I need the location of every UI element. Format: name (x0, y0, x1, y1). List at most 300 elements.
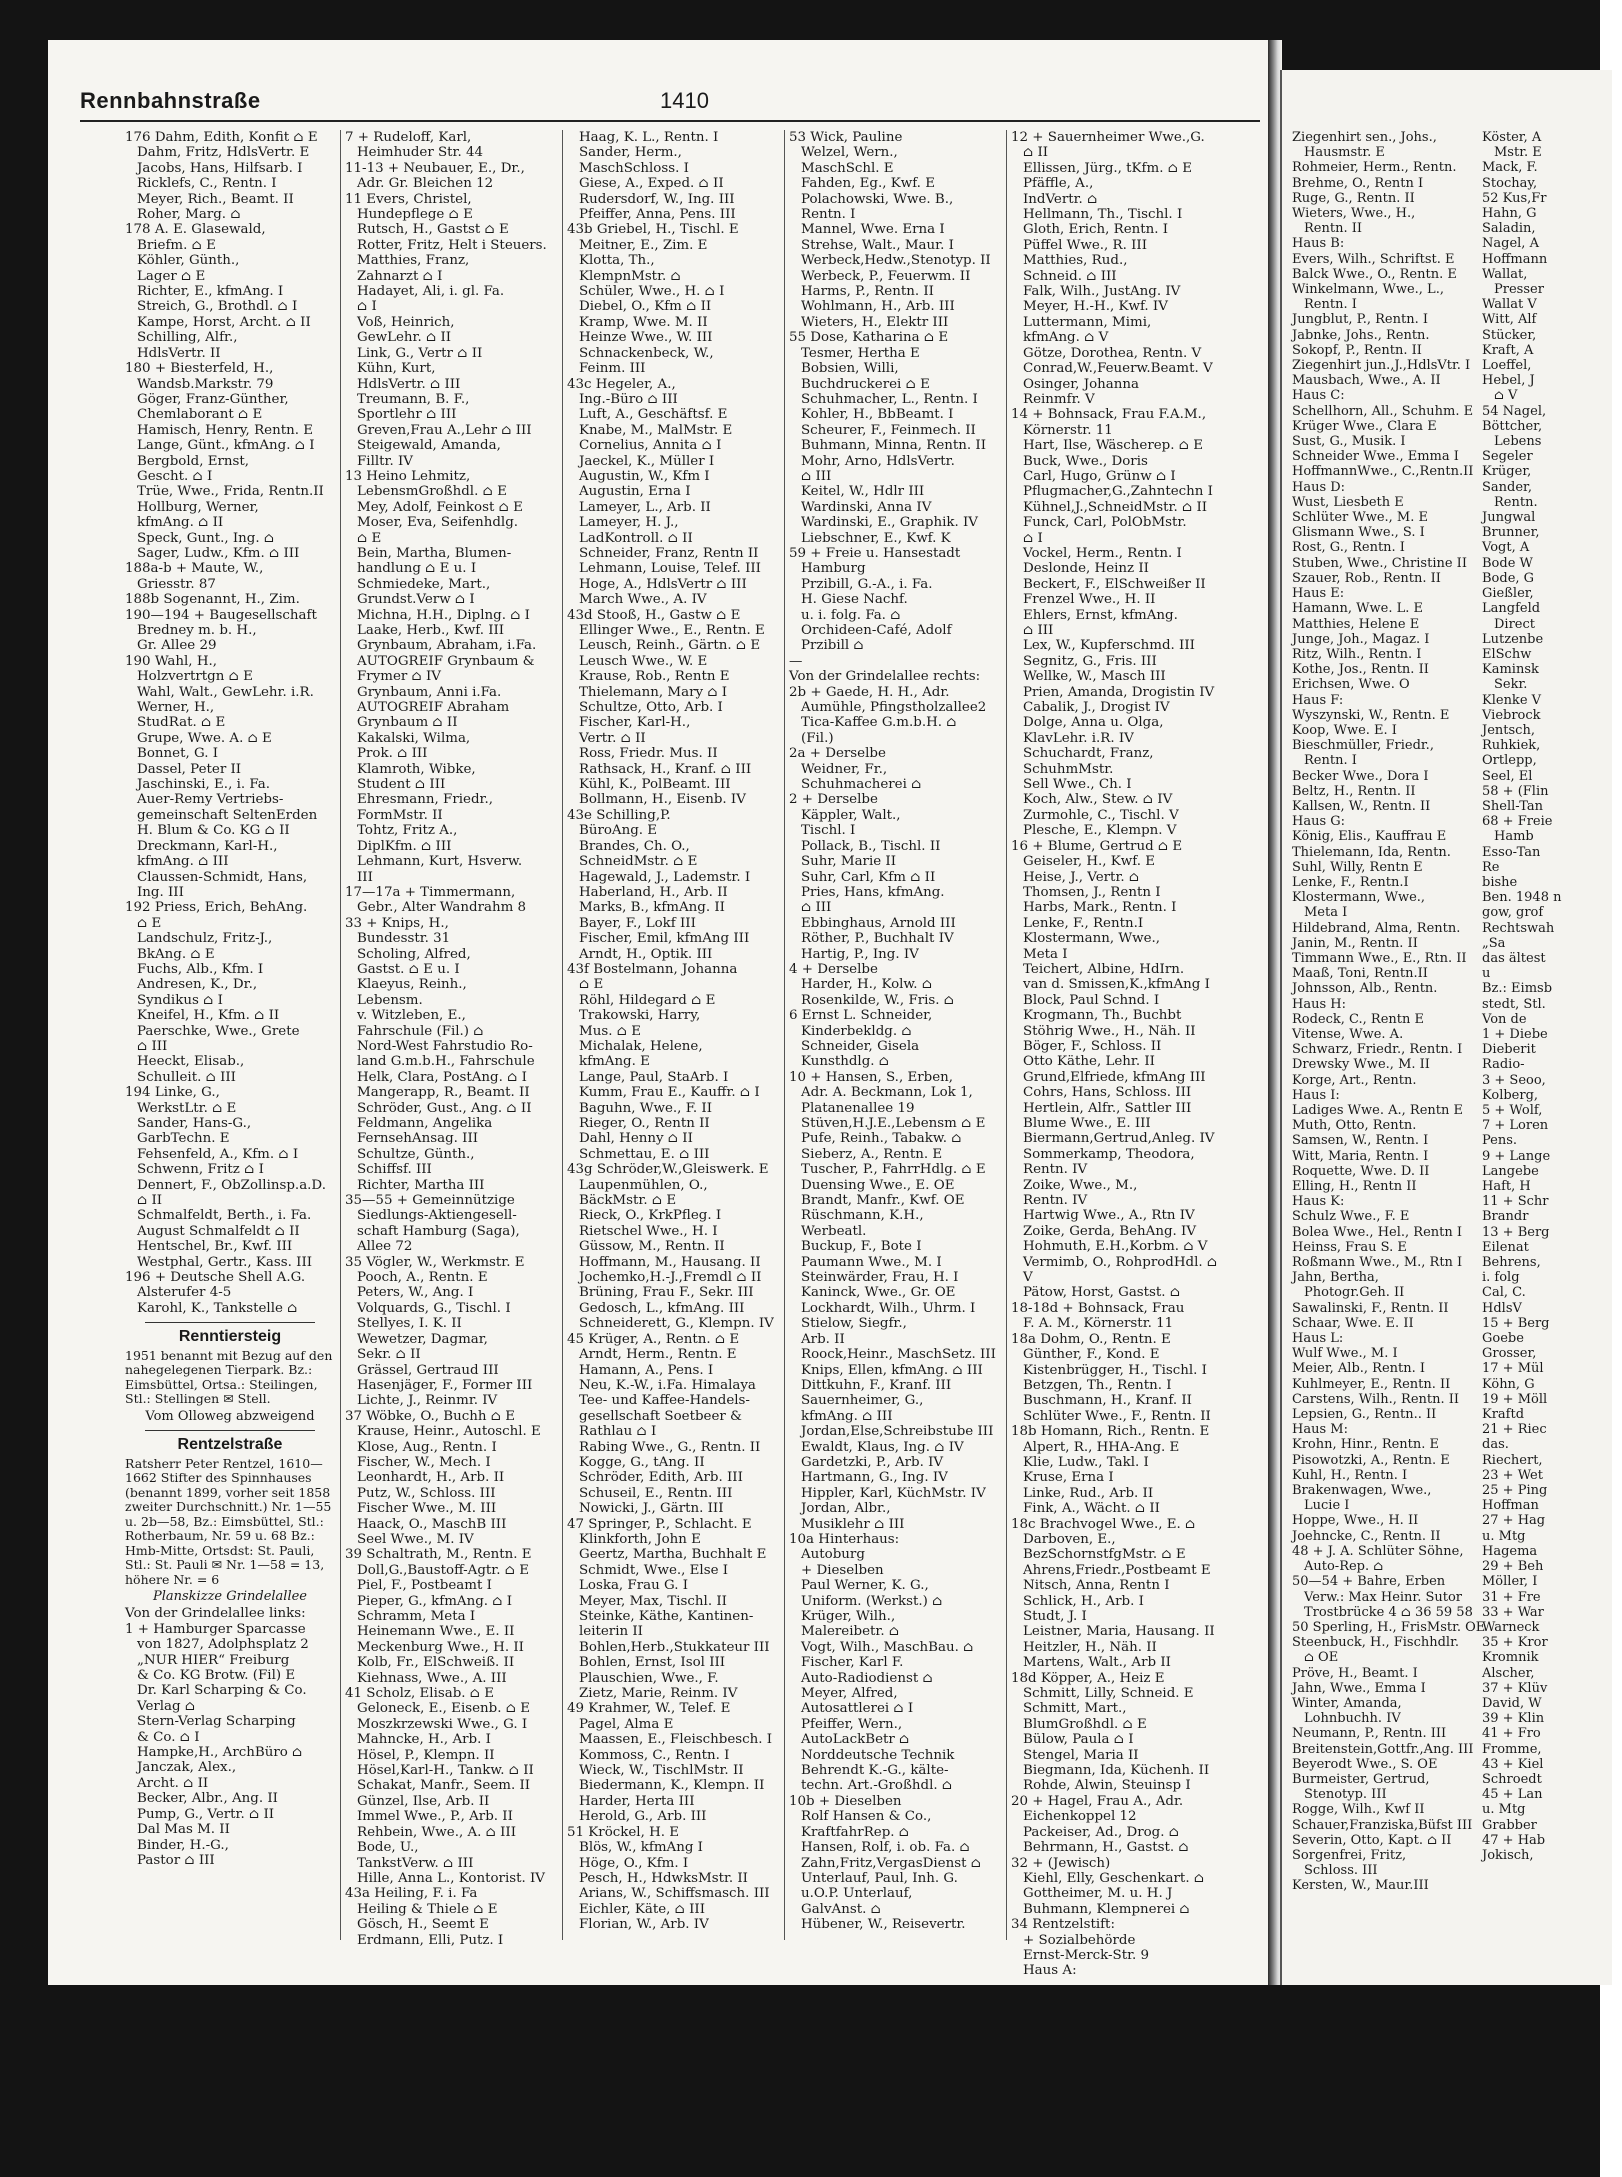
directory-entry: Haus H: (1292, 996, 1346, 1012)
directory-entry: Lehmann, Kurt, Hsverw. (357, 854, 523, 870)
directory-entry: David, W (1482, 1695, 1542, 1711)
directory-entry: Burmeister, Gertrud, (1292, 1771, 1430, 1787)
directory-entry: Fahrschule (Fil.) ⌂ (357, 1023, 484, 1039)
directory-entry: 49 Krahmer, W., Telef. E (567, 1701, 731, 1717)
directory-entry: Meitner, E., Zim. E (579, 237, 708, 253)
directory-entry: Jungblut, P., Rentn. I (1292, 312, 1428, 328)
directory-entry: Autosattlerei ⌂ I (801, 1701, 914, 1717)
directory-entry: Lenke, F., Rentn.I (1023, 915, 1144, 931)
directory-entry: Sorgenfrei, Fritz, (1292, 1847, 1407, 1863)
directory-entry: Loeffel, (1482, 358, 1532, 374)
directory-entry: Harms, P., Rentn. II (801, 284, 934, 300)
directory-entry: Ehresmann, Friedr., (357, 792, 493, 808)
directory-entry: FernsehAnsag. III (357, 1131, 479, 1147)
directory-entry: Kistenbrügger, H., Tischl. I (1023, 1362, 1207, 1378)
directory-entry: Jabnke, Johs., Rentn. (1292, 327, 1430, 343)
directory-entry: Bobsien, Willi, (801, 361, 899, 377)
directory-entry: Bolea Wwe., Hel., Rentn I (1292, 1224, 1462, 1240)
directory-entry: Segeler (1482, 449, 1533, 465)
directory-entry: Cal, C. (1482, 1285, 1526, 1301)
directory-entry: ⌂ III (1023, 623, 1054, 638)
directory-entry: Stielow, Siegfr., (801, 1316, 907, 1332)
directory-entry: AutoLackBetr ⌂ (801, 1732, 910, 1748)
directory-entry: Stüven,H.J.E.,Lebensm ⌂ E (801, 1116, 986, 1131)
directory-entry: Cabalik, J., Drogist IV (1023, 700, 1170, 716)
directory-entry: Lameyer, H. J., (579, 515, 679, 531)
directory-entry: Hausmstr. E (1304, 145, 1385, 161)
directory-entry: ⌂ V (1494, 388, 1518, 404)
directory-entry: Mannel, Wwe. Erna I (801, 222, 945, 238)
directory-entry: Block, Paul Schnd. I (1023, 992, 1160, 1008)
directory-entry: Meta I (1304, 905, 1348, 921)
directory-entry: Luft, A., Geschäftsf. E (579, 407, 728, 423)
directory-entry: Alscher, (1482, 1665, 1535, 1681)
directory-entry: ⌂ II (1023, 145, 1049, 161)
directory-entry: Schlüter Wwe., F., Rentn. II (1023, 1408, 1211, 1424)
directory-entry: 14 + Bohnsack, Frau F.A.M., (1011, 407, 1207, 423)
directory-entry: Meier, Alb., Rentn. I (1292, 1361, 1426, 1377)
directory-entry: 21 + Riec (1482, 1422, 1547, 1438)
directory-entry: Heinss, Frau S. E (1292, 1239, 1407, 1255)
directory-entry: Wulf Wwe., M. I (1292, 1346, 1398, 1362)
directory-entry: 55 Dose, Katharina ⌂ E (789, 330, 949, 346)
directory-entry: Pfeiffer, Wern., (801, 1716, 903, 1732)
directory-entry: Autoburg (801, 1547, 865, 1563)
directory-entry: Severin, Otto, Kapt. ⌂ II (1292, 1832, 1452, 1848)
directory-entry: Stochay, (1482, 175, 1538, 191)
directory-entry: Thielemann, Ida, Rentn. (1292, 844, 1451, 860)
directory-entry: Heeckt, Elisab., (137, 1054, 245, 1070)
directory-entry: Sander, Hans-G., (137, 1116, 252, 1131)
directory-entry: 18-18d + Bohnsack, Frau (1011, 1300, 1185, 1316)
directory-entry: 35 Vögler, W., Werkmstr. E (345, 1254, 525, 1270)
directory-entry: Schaar, Wwe. E. II (1292, 1315, 1414, 1331)
directory-entry: Hohmuth, E.H.,Korbm. ⌂ V (1023, 1239, 1208, 1255)
directory-entry: Suhr, Marie II (801, 854, 897, 870)
directory-entry: Mus. ⌂ E (579, 1023, 641, 1039)
directory-entry: Bohlen,Herb.,Stukkateur III (579, 1639, 770, 1655)
directory-entry: ⌂ III (801, 900, 832, 916)
directory-entry: Helk, Clara, PostAng. ⌂ I (357, 1069, 527, 1085)
directory-entry: Frenzel Wwe., H. II (1023, 592, 1156, 608)
directory-entry: Jahn, Wwe., Emma I (1292, 1680, 1426, 1696)
directory-entry: Lebens (1494, 434, 1542, 450)
directory-entry: Sekr. (1494, 677, 1528, 693)
directory-entry: 23 + Wet (1482, 1467, 1543, 1483)
directory-entry: Johnsson, Alb., Rentn. (1292, 981, 1438, 997)
directory-entry: KlempnMstr. ⌂ (579, 268, 681, 284)
directory-entry: Fischer Wwe., M. III (357, 1501, 497, 1517)
directory-entry: Landschulz, Fritz-J., (137, 931, 273, 947)
directory-entry: Rohmeier, Herm., Rentn. (1292, 160, 1457, 176)
directory-entry: Lange, Günt., kfmAng. ⌂ I (137, 438, 315, 454)
directory-entry: Gloth, Erich, Rentn. I (1023, 222, 1169, 238)
directory-entry: Hartig, P., Ing. IV (801, 946, 919, 962)
directory-entry: 1 + Diebe (1482, 1026, 1548, 1042)
directory-entry: Nowicki, J., Gärtn. III (579, 1501, 724, 1517)
directory-entry: 18d Köpper, A., Heiz E (1011, 1670, 1165, 1686)
directory-entry: GalvAnst. ⌂ (801, 1901, 881, 1917)
directory-entry: Hamb (1494, 829, 1534, 845)
directory-entry: Becker Wwe., Dora I (1292, 768, 1429, 784)
directory-entry: Samsen, W., Rentn. I (1292, 1133, 1429, 1149)
directory-entry: Hasenjäger, F., Former III (357, 1377, 533, 1393)
directory-entry: Brehme, O., Rentn I (1292, 175, 1424, 191)
directory-entry: Herold, G., Arb. III (579, 1809, 707, 1825)
directory-entry: Biedermann, K., Klempn. II (579, 1778, 765, 1794)
directory-entry: Werbeck, P., Feuerwm. II (801, 268, 971, 284)
directory-entry: Radio- (1482, 1057, 1525, 1073)
directory-entry: Florian, W., Arb. IV (579, 1917, 709, 1933)
directory-entry: Ing.-Büro ⌂ III (579, 391, 678, 407)
directory-entry: 188a-b + Maute, W., (125, 561, 264, 577)
directory-entry: Jordan, Albr., (801, 1501, 891, 1517)
directory-entry: Segnitz, G., Fris. III (1023, 653, 1157, 669)
directory-entry: 2a + Derselbe (789, 746, 886, 762)
directory-entry: Pesch, H., HdwksMstr. II (579, 1870, 748, 1886)
directory-entry: Blume Wwe., E. III (1023, 1116, 1151, 1131)
directory-entry: Gescht. ⌂ I (137, 468, 213, 484)
directory-entry: BüroAng. E (579, 823, 658, 839)
directory-entry: Voß, Heinrich, (357, 314, 455, 330)
directory-entry: Hentschel, Br., Kwf. III (137, 1239, 293, 1255)
directory-entry: Pfäffle, A., (1023, 176, 1094, 192)
directory-entry: Student ⌂ III (357, 777, 446, 793)
directory-entry: Eichler, Käte, ⌂ III (579, 1901, 705, 1917)
directory-entry: Pröve, H., Beamt. I (1292, 1665, 1418, 1681)
directory-entry: Witt, Maria, Rentn. I (1292, 1148, 1429, 1164)
directory-entry: Holzvertrtgn ⌂ E (137, 669, 253, 685)
directory-entry: Eichenkoppel 12 (1023, 1809, 1137, 1825)
directory-entry: Kothe, Jos., Rentn. II (1292, 662, 1429, 678)
directory-entry: Zoike, Wwe., M., (1023, 1177, 1138, 1193)
directory-entry: 10 + Hansen, S., Erben, (789, 1069, 954, 1085)
directory-entry: Leistner, Maria, Hausang. II (1023, 1624, 1215, 1640)
directory-entry: Ellinger Wwe., E., Rentn. E (579, 623, 765, 638)
directory-entry: Grosser, (1482, 1346, 1537, 1362)
directory-entry: Rodeck, C., Rentn E (1292, 1011, 1425, 1027)
directory-entry: Pätow, Horst, Gastst. ⌂ (1023, 1285, 1181, 1301)
directory-entry: Osinger, Johanna (1023, 376, 1139, 392)
directory-entry: Rabing Wwe., G., Rentn. II (579, 1439, 761, 1455)
directory-entry: Schneiderett, G., Klempn. IV (579, 1316, 774, 1332)
directory-entry: Stuben, Wwe., Christine II (1292, 555, 1467, 571)
directory-entry: Siedlungs-Aktiengesell- (357, 1208, 517, 1224)
directory-entry: Meckenburg Wwe., H. II (357, 1639, 524, 1655)
directory-entry: Meyer, Alfred, (801, 1686, 898, 1702)
directory-entry: Mack, F. (1482, 160, 1538, 176)
directory-entry: Blös, W., kfmAng I (579, 1840, 703, 1856)
directory-entry: Mausbach, Wwe., A. II (1292, 373, 1441, 389)
directory-entry: HoffmannWwe., C.,Rentn.II (1292, 464, 1474, 480)
directory-entry: Roquette, Wwe. D. II (1292, 1163, 1430, 1179)
directory-entry: Haus M: (1292, 1422, 1348, 1438)
directory-entry: Hösel,Karl-H., Tankw. ⌂ II (357, 1763, 534, 1779)
directory-entry: Brandt, Manfr., Kwf. OE (801, 1193, 965, 1209)
directory-entry: Schramm, Meta I (357, 1609, 476, 1624)
directory-entry: 27 + Hag (1482, 1513, 1546, 1529)
directory-entry: Ross, Friedr. Mus. II (579, 746, 718, 762)
street-block-renntiersteig (125, 1322, 335, 1424)
directory-entry: Biegmann, Ida, Küchenh. II (1023, 1763, 1210, 1779)
directory-entry: LebensmGroßhdl. ⌂ E (357, 484, 507, 500)
directory-entry: 43 + Kiel (1482, 1756, 1544, 1772)
directory-entry: Pflugmacher,G.,Zahntechn I (1023, 484, 1213, 500)
directory-entry: Schmitt, Lilly, Schneid. E (1023, 1686, 1194, 1702)
directory-entry: Feldmann, Angelika (357, 1116, 493, 1131)
directory-entry: Rüschmann, K.H., (801, 1208, 924, 1224)
directory-entry: Ebbinghaus, Arnold III (801, 915, 956, 931)
directory-entry: Schuchardt, Franz, (1023, 746, 1154, 762)
directory-entry: Goebe (1482, 1331, 1524, 1347)
directory-entry: Roock,Heinr., MaschSetz. III (801, 1347, 996, 1363)
directory-entry: Gösch, H., Seemt E (357, 1917, 489, 1933)
directory-entry: Mohr, Arno, HdlsVertr. (801, 453, 955, 469)
directory-entry: Ewaldt, Klaus, Ing. ⌂ IV (801, 1439, 964, 1455)
directory-entry: Meyer, Max, Tischl. II (579, 1593, 727, 1609)
directory-entry: StudRat. ⌂ E (137, 715, 226, 731)
directory-entry: Bein, Martha, Blumen- (357, 545, 512, 561)
directory-entry: Rudersdorf, W., Ing. III (579, 191, 735, 207)
directory-entry: Adr. Gr. Bleichen 12 (357, 176, 494, 192)
directory-entry: Hebel, J (1482, 373, 1535, 389)
directory-entry: Neu, K.-W., i.Fa. Himalaya (579, 1377, 756, 1393)
directory-entry: Moszkrzewski Wwe., G. I (357, 1716, 528, 1732)
directory-entry: Ziegenhirt sen., Johs., (1292, 130, 1437, 145)
divider (145, 1430, 315, 1431)
directory-entry: 17—17a + Timmermann, (345, 884, 516, 900)
directory-entry: Rohde, Alwin, Steuinsp I (1023, 1778, 1191, 1794)
directory-entry: Wyszynski, W., Rentn. E (1292, 707, 1450, 723)
directory-entry: Ritz, Wilh., Rentn. I (1292, 646, 1422, 662)
directory-entry: stedt, Stl. (1482, 996, 1546, 1012)
directory-entry: Schwarz, Friedr., Rentn. I (1292, 1042, 1463, 1058)
directory-entry: ⌂ I (1023, 530, 1043, 546)
directory-entry: Schmidt, Wwe., Else I (579, 1562, 729, 1578)
directory-entry: Schiffsf. III (357, 1162, 432, 1178)
directory-entry: Janczak, Alex., (137, 1760, 237, 1776)
directory-entry: Köhn, G (1482, 1376, 1535, 1392)
directory-entry: Plesche, E., Klempn. V (1023, 823, 1177, 839)
directory-entry: Sauernheimer, G., (801, 1393, 924, 1409)
directory-entry: Liebschner, E., Kwf. K (801, 530, 951, 546)
directory-entry: 32 + (Jewisch) (1011, 1855, 1111, 1871)
directory-entry: Haft, H (1482, 1179, 1531, 1195)
directory-entry: Falk, Wilh., JustAng. IV (1023, 284, 1181, 300)
directory-entry: Wardinski, Anna IV (801, 499, 932, 515)
directory-entry: 9 + Lange (1482, 1148, 1551, 1164)
directory-entry: Koop, Wwe. E. I (1292, 722, 1397, 738)
directory-entry: Röther, P., Buchhalt IV (801, 931, 954, 947)
column-divider (1006, 130, 1007, 1940)
directory-entry: Gardetzki, P., Arb. IV (801, 1454, 944, 1470)
directory-entry: Grund,Elfriede, kfmAng III (1023, 1069, 1206, 1085)
directory-entry: ⌂ E (579, 977, 604, 993)
directory-entry: Treumann, B. F., (357, 391, 470, 407)
directory-entry: Knips, Ellen, kfmAng. ⌂ III (801, 1362, 983, 1378)
directory-entry: Bollmann, H., Eisenb. IV (579, 792, 746, 808)
directory-entry: Scheurer, F., Feinmech. II (801, 422, 976, 438)
directory-entry: Rentn. II (1304, 221, 1362, 237)
directory-entry: Kallsen, W., Rentn. II (1292, 798, 1431, 814)
directory-entry: Reinmfr. V (1023, 391, 1095, 407)
directory-entry: Witt, Alf (1482, 312, 1537, 328)
directory-entry: Schultze, Otto, Arb. I (579, 700, 723, 716)
directory-entry: Archt. ⌂ II (137, 1775, 209, 1791)
header-rule (80, 120, 1260, 122)
directory-entry: Bülow, Paula ⌂ I (1023, 1732, 1134, 1748)
directory-entry: Eilenat (1482, 1239, 1529, 1255)
directory-entry: Laake, Herb., Kwf. III (357, 623, 505, 638)
directory-entry: Buschmann, H., Kranf. II (1023, 1393, 1192, 1409)
directory-entry: 39 Schaltrath, M., Rentn. E (345, 1547, 532, 1563)
directory-entry: Verlag ⌂ (137, 1698, 196, 1714)
directory-entry: Kampe, Horst, Archt. ⌂ II (137, 314, 311, 330)
page-number: 1410 (660, 88, 709, 113)
directory-entry: 35—55 + Gemeinnützige (345, 1193, 515, 1209)
column-1 (125, 130, 335, 1960)
directory-entry: 41 + Fro (1482, 1726, 1541, 1742)
directory-entry: Stenotyp. III (1304, 1787, 1387, 1803)
directory-entry: Kolberg, (1482, 1087, 1539, 1103)
directory-entry: Schultze, Günth., (357, 1146, 475, 1162)
column-1-tail-entries (125, 1606, 335, 1868)
directory-entry: kfmAng. ⌂ III (801, 1408, 893, 1424)
directory-entry: ⌂ I (357, 299, 377, 315)
directory-entry: Mahncke, H., Arb. I (357, 1732, 491, 1748)
directory-entry: Schüler, Wwe., H. ⌂ I (579, 284, 725, 300)
directory-entry: Vogt, Wilh., MaschBau. ⌂ (801, 1639, 974, 1655)
directory-entry: Baguhn, Wwe., F. II (579, 1100, 712, 1116)
directory-entry: Schnackenbeck, W., (579, 345, 714, 361)
directory-entry: leiterin II (579, 1624, 643, 1640)
directory-entry: Westphal, Gertr., Kass. III (137, 1254, 313, 1270)
directory-entry: 31 + Fre (1482, 1589, 1541, 1605)
directory-entry: Dahm, Fritz, HdlsVertr. E (137, 145, 310, 161)
directory-entry: 68 + Freie (1482, 814, 1553, 830)
directory-entry: Frymer ⌂ IV (357, 669, 441, 685)
directory-entry: Geertz, Martha, Buchhalt E (579, 1547, 767, 1563)
directory-entry: 45 Krüger, A., Rentn. ⌂ E (567, 1331, 740, 1347)
directory-entry: Ruhkiek, (1482, 738, 1541, 754)
directory-entry: Bode W (1482, 555, 1533, 571)
directory-entry: Buchdruckerei ⌂ E (801, 376, 930, 392)
directory-entry: Schakat, Manfr., Seem. II (357, 1778, 531, 1794)
directory-entry: Timmann Wwe., E., Rtn. II (1292, 950, 1467, 966)
directory-entry: 190—194 + Baugesellschaft (125, 607, 317, 623)
directory-entry: u. i. folg. Fa. ⌂ (801, 607, 901, 623)
directory-entry: Leusch, Reinh., Gärtn. ⌂ E (579, 638, 761, 654)
directory-entry: v. Witzleben, E., (357, 1008, 466, 1024)
directory-entry: Lex, W., Kupferschmd. III (1023, 638, 1195, 654)
directory-entry: Alpert, R., HHA-Ang. E (1023, 1439, 1180, 1455)
directory-entry: Harder, H., Kolw. ⌂ (801, 977, 933, 993)
directory-entry: Streich, G., Brothdl. ⌂ I (137, 299, 298, 315)
directory-entry: Haack, O., MaschB III (357, 1516, 507, 1532)
directory-entry: 51 Kröckel, H. E (567, 1824, 680, 1840)
directory-entry: Rentn. I (1304, 753, 1357, 769)
directory-entry: Pens. (1482, 1133, 1518, 1149)
directory-entry: Fromme, (1482, 1741, 1542, 1757)
directory-entry: Orchideen-Café, Adolf (801, 623, 952, 638)
directory-entry: Krause, Heinr., Autoschl. E (357, 1424, 541, 1440)
directory-entry: handlung ⌂ E u. I (357, 561, 477, 577)
directory-entry: Lockhardt, Wilh., Uhrm. I (801, 1300, 976, 1316)
directory-entry: Lichte, J., Reinmr. IV (357, 1393, 498, 1409)
directory-entry: Kiehnass, Wwe., A. III (357, 1670, 507, 1686)
directory-entry: 37 Wöbke, O., Buchh ⌂ E (345, 1408, 516, 1424)
directory-entry: Sekr. ⌂ II (357, 1347, 421, 1363)
directory-entry: Gebr., Alter Wandrahm 8 (357, 900, 527, 916)
directory-entry: III (357, 869, 373, 885)
directory-entry: techn. Art.-Großhdl. ⌂ (801, 1778, 953, 1794)
directory-entry: Muth, Otto, Rentn. (1292, 1118, 1417, 1134)
directory-entry: Przibill, G.-A., i. Fa. (801, 576, 933, 592)
directory-entry: Grundst.Verw ⌂ I (357, 592, 475, 608)
directory-entry: Behrmann, H., Gastst. ⌂ (1023, 1840, 1189, 1856)
directory-entry: Kühnel,J.,SchneidMstr. ⌂ II (1023, 499, 1208, 515)
directory-entry: Werbeatl. (801, 1223, 867, 1239)
directory-entry: Krogmann, Th., Buchbt (1023, 1008, 1182, 1024)
directory-entry: Krause, Rob., Rentn E (579, 669, 730, 685)
directory-entry: Pollack, B., Tischl. II (801, 838, 941, 854)
directory-entry: Hagewald, J., Lademstr. I (579, 869, 751, 885)
directory-entry: DiplKfm. ⌂ III (357, 838, 452, 854)
directory-entry: Duensing Wwe., E. OE (801, 1177, 955, 1193)
directory-entry: Lepsien, G., Rentn.. II (1292, 1407, 1437, 1423)
directory-entry: Hoppe, Wwe., H. II (1292, 1513, 1419, 1529)
directory-entry: Böger, F., Schloss. II (1023, 1038, 1162, 1054)
directory-entry: 192 Priess, Erich, BehAng. (125, 900, 308, 916)
directory-entry: Kühl, K., PolBeamt. III (579, 777, 731, 793)
directory-entry: Knabe, M., MalMstr. E (579, 422, 733, 438)
directory-entry: KraftfahrRep. ⌂ (801, 1824, 910, 1840)
directory-entry: Saladin, (1482, 221, 1536, 237)
directory-entry: Kruse, Erna I (1023, 1470, 1114, 1486)
directory-entry: Haag, K. L., Rentn. I (579, 130, 719, 145)
directory-entry: Teichert, Albine, HdIrn. (1023, 961, 1185, 977)
directory-entry: Auto-Radiodienst ⌂ (801, 1670, 933, 1686)
directory-entry: SchuhmMstr. (1023, 761, 1114, 777)
directory-entry: 4 + Derselbe (789, 961, 878, 977)
directory-entry: 25 + Ping (1482, 1483, 1548, 1499)
directory-entry: Schröder, Gust., Ang. ⌂ II (357, 1100, 532, 1116)
directory-entry: 194 Linke, G., (125, 1085, 220, 1101)
column-1-entries (125, 130, 335, 1316)
directory-entry: Hundepflege ⌂ E (357, 207, 473, 223)
directory-entry: Scholing, Alfred, (357, 946, 471, 962)
directory-entry: Geiseler, H., Kwf. E (1023, 854, 1156, 870)
directory-entry: Höge, O., Kfm. I (579, 1855, 689, 1871)
directory-entry: 43e Schilling,P. (567, 807, 671, 823)
directory-entry: Kiehl, Elly, Geschenkart. ⌂ (1023, 1870, 1205, 1886)
directory-entry: Augustin, Erna I (579, 484, 691, 500)
directory-entry: Haus E: (1292, 586, 1345, 602)
directory-entry: Maaß, Toni, Rentn.II (1292, 966, 1428, 982)
directory-entry: Conrad,W.,Feuerw.Beamt. V (1023, 361, 1213, 377)
directory-entry: Speck, Gunt., Ing. ⌂ (137, 530, 275, 546)
directory-entry: Kromnik (1482, 1650, 1539, 1666)
directory-entry: Harbs, Mark., Rentn. I (1023, 900, 1177, 916)
directory-entry: 33 + War (1482, 1604, 1544, 1620)
directory-entry: 2 + Derselbe (789, 792, 878, 808)
directory-entry: Hollburg, Werner, (137, 499, 259, 515)
directory-entry: Hübener, W., Reisevertr. (801, 1917, 966, 1933)
directory-entry: Arndt, H., Optik. III (579, 946, 713, 962)
directory-entry: Grynbaum ⌂ II (357, 715, 458, 731)
directory-entry: Doll,G.,Baustoff-Agtr. ⌂ E (357, 1562, 529, 1578)
directory-entry: Rentn. IV (1023, 1193, 1088, 1209)
